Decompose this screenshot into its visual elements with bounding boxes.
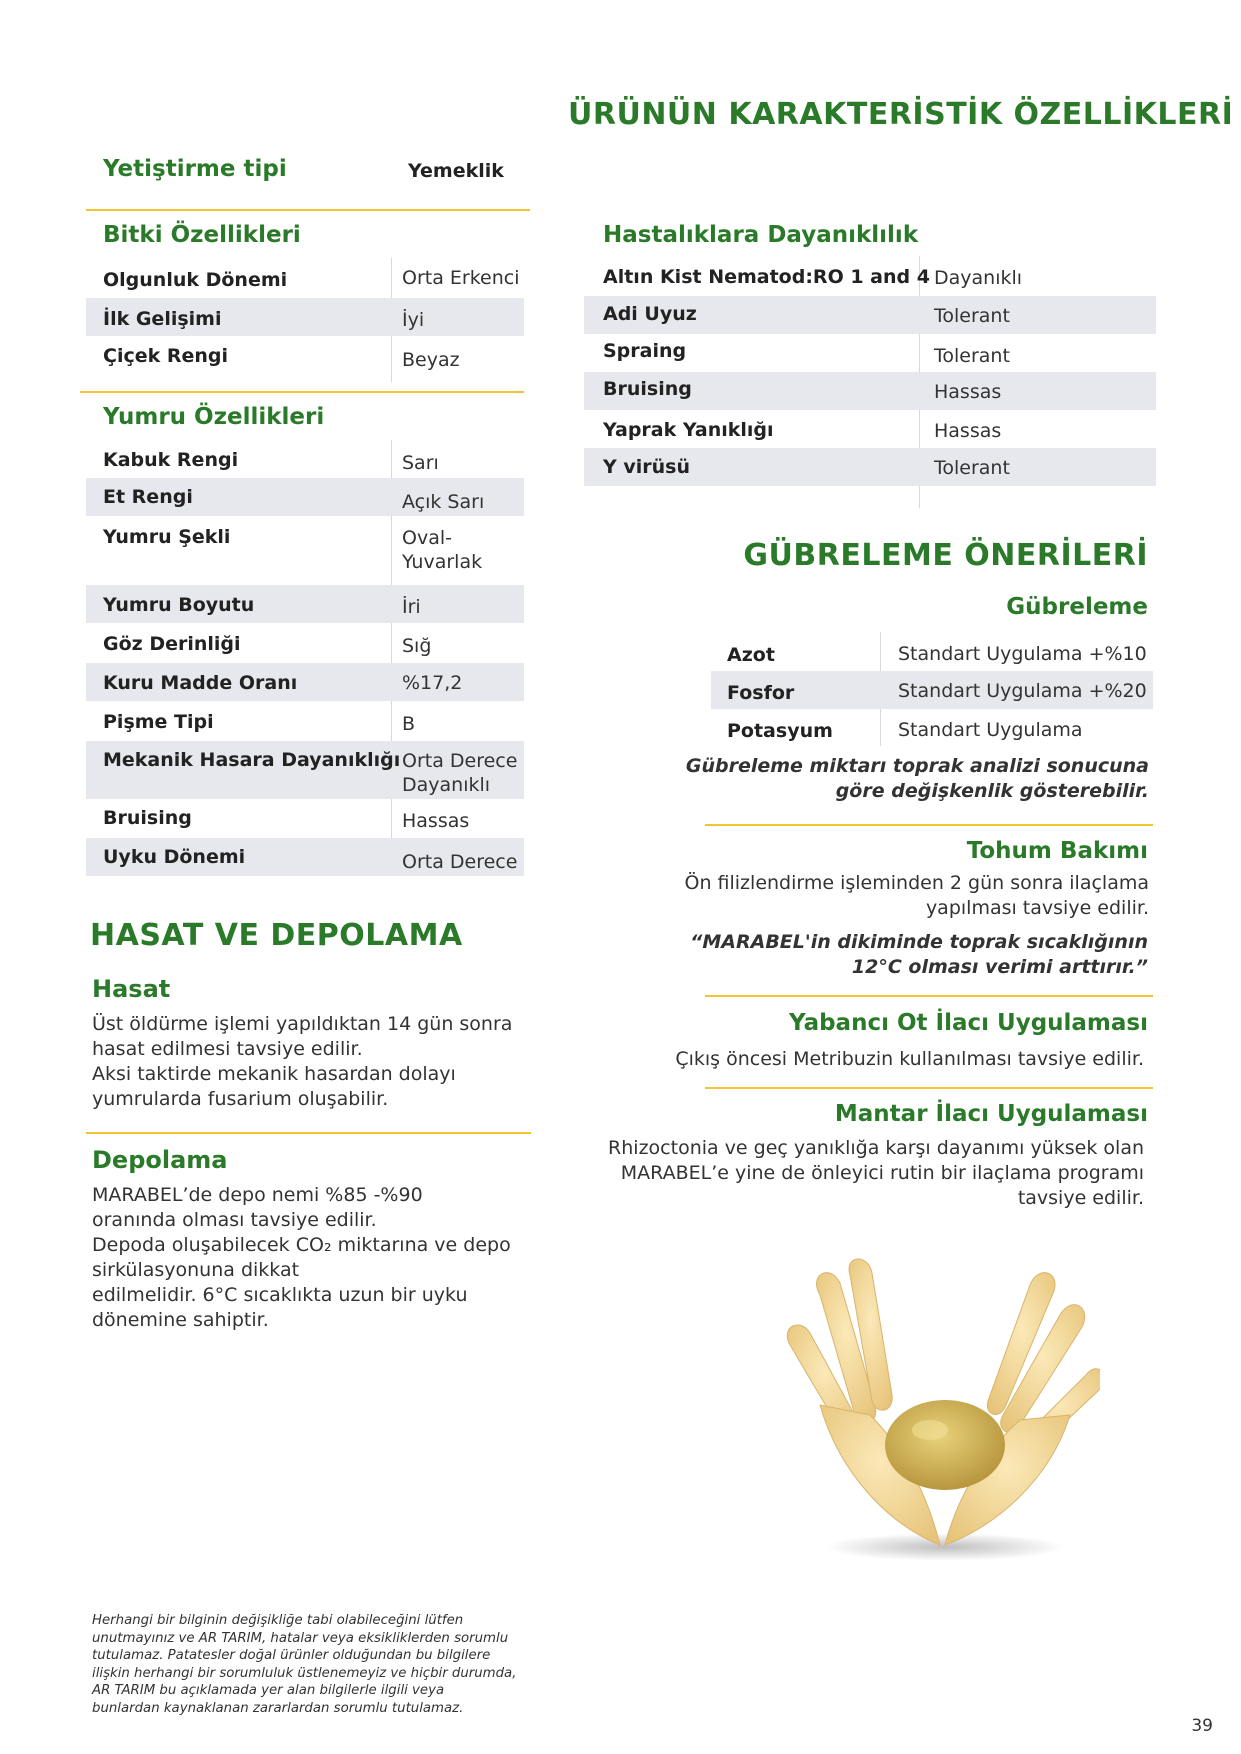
row-label: Bruising <box>603 378 692 400</box>
row-label: Spraing <box>603 340 687 362</box>
seed-care-text <box>589 871 1149 921</box>
row-label: Uyku Dönemi <box>103 846 246 868</box>
divider <box>705 995 1153 997</box>
disclaimer-line: unutmayınız ve AR TARIM, hatalar veya eksikliklerden sorumlu <box>92 1630 509 1646</box>
fertilization-subtitle: Gübreleme <box>1006 594 1148 620</box>
fungicide-text <box>584 1136 1144 1211</box>
row-label: Fosfor <box>727 682 795 704</box>
table-row <box>86 585 524 623</box>
weed-title: Yabancı Ot İlacı Uygulaması <box>789 1010 1148 1036</box>
row-value: Beyaz <box>402 349 460 371</box>
row-value: Hassas <box>402 810 470 832</box>
table-row <box>86 663 524 701</box>
row-label: Azot <box>727 644 775 666</box>
row-value: Tolerant <box>934 345 1010 367</box>
fertilization-note <box>629 754 1149 804</box>
row-value: Açık Sarı <box>402 491 485 513</box>
table-row <box>86 624 524 662</box>
text-line: Rhizoctonia ve geç yanıklığa karşı dayanımı yüksek olan <box>608 1137 1144 1159</box>
row-value: Hassas <box>934 381 1002 403</box>
text-line: “MARABEL'in dikiminde toprak sıcaklığının <box>690 931 1148 953</box>
row-value: Orta Erkenci <box>402 267 520 289</box>
row-label: Yumru Boyutu <box>103 594 255 616</box>
text-line: edilmelidir. 6°C sıcaklıkta uzun bir uyku <box>92 1284 468 1306</box>
table-row <box>711 634 1153 672</box>
row-value: İri <box>402 596 421 618</box>
divider <box>705 1087 1153 1089</box>
row-label: Kabuk Rengi <box>103 449 239 471</box>
table-row <box>86 336 524 374</box>
row-label: Mekanik Hasara Dayanıklığı <box>103 749 401 771</box>
table-row <box>584 372 1156 410</box>
text-line: tavsiye edilir. <box>1017 1187 1144 1209</box>
text-line: sirkülasyonuna dikkat <box>92 1259 300 1281</box>
cultivation-label: Yetiştirme tipi <box>103 156 287 182</box>
row-label: Olgunluk Dönemi <box>103 269 288 291</box>
row-value: %17,2 <box>402 672 463 694</box>
table-row <box>86 838 524 876</box>
seed-care-title: Tohum Bakımı <box>966 838 1148 864</box>
row-label: Altın Kist Nematod:RO 1 and 4 <box>603 266 930 288</box>
text-line: yumrularda fusarium oluşabilir. <box>92 1088 389 1110</box>
table-row <box>86 800 524 838</box>
disclaimer-line: bunlardan kaynaklanan zararlardan sorumlu tutulamaz. <box>92 1700 464 1716</box>
fungicide-title: Mantar İlacı Uygulaması <box>834 1101 1148 1127</box>
table-row <box>584 410 1156 448</box>
divider <box>86 1132 531 1134</box>
page-title: ÜRÜNÜN KARAKTERİSTİK ÖZELLİKLERİ <box>568 97 1234 132</box>
table-row <box>711 710 1153 748</box>
text-line: 12°C olması verimi arttırır.” <box>851 956 1148 978</box>
row-label: Çiçek Rengi <box>103 345 229 367</box>
text-line: Üst öldürme işlemi yapıldıktan 14 gün sonra <box>92 1013 513 1035</box>
row-value: Standart Uygulama +%10 <box>898 643 1147 665</box>
disclaimer-line: AR TARIM bu açıklamada yer alan bilgilerle ilgili veya <box>92 1683 445 1698</box>
row-value: B <box>402 713 416 735</box>
row-value: Hassas <box>934 420 1002 442</box>
disclaimer-line: ilişkin herhangi bir sorumluluk üstlenemeyiz ve hiçbir durumda, <box>92 1665 517 1681</box>
table-row <box>86 741 524 799</box>
plant-section-title: Bitki Özellikleri <box>103 222 301 248</box>
table-row <box>86 260 524 298</box>
note-line: Gübreleme miktarı toprak analizi sonucuna <box>685 755 1149 777</box>
text-line: oranında olması tavsiye edilir. <box>92 1209 377 1231</box>
text-line: dönemine sahiptir. <box>92 1309 269 1331</box>
table-row <box>86 516 524 578</box>
row-value: Standart Uygulama <box>898 719 1083 741</box>
row-value: Tolerant <box>934 457 1010 479</box>
row-label: İlk Gelişimi <box>103 308 222 330</box>
storage-title: Depolama <box>92 1146 228 1174</box>
row-value: Orta Derece <box>402 851 518 873</box>
table-row <box>86 478 524 516</box>
table-row <box>86 702 524 740</box>
row-label: Y virüsü <box>603 456 691 478</box>
disclaimer <box>92 1612 532 1717</box>
page-number: 39 <box>1191 1716 1213 1736</box>
row-value: Dayanıklı <box>934 267 1023 289</box>
harvest-text <box>92 1012 532 1112</box>
table-row <box>584 258 1156 296</box>
text-line: hasat edilmesi tavsiye edilir. <box>92 1038 363 1060</box>
row-label: Pişme Tipi <box>103 711 214 733</box>
disclaimer-line: tutulamaz. Patatesler doğal ürünler olduğundan bu bilgilere <box>92 1648 491 1663</box>
row-label: Göz Derinliği <box>103 633 241 655</box>
row-label: Yumru Şekli <box>103 526 231 548</box>
divider <box>80 391 524 393</box>
row-value: İyi <box>402 309 425 331</box>
text-line: yapılması tavsiye edilir. <box>925 897 1149 919</box>
weed-text: Çıkış öncesi Metribuzin kullanılması tavsiye edilir. <box>675 1048 1144 1070</box>
table-row <box>584 448 1156 486</box>
table-row <box>86 440 524 478</box>
seed-care-quote <box>628 930 1148 980</box>
text-line: Depoda oluşabilecek CO₂ miktarına ve depo <box>92 1234 511 1256</box>
row-label: Potasyum <box>727 720 833 742</box>
row-value: Sığ <box>402 635 432 657</box>
divider <box>86 209 530 211</box>
table-row <box>584 296 1156 334</box>
storage-text <box>92 1183 532 1333</box>
text-line: MARABEL’e yine de önleyici rutin bir ilaçlama programı <box>620 1162 1144 1184</box>
table-row <box>584 334 1156 372</box>
text-line: MARABEL’de depo nemi %85 -%90 <box>92 1184 423 1206</box>
row-label: Yaprak Yanıklığı <box>603 419 774 441</box>
row-value: Sarı <box>402 452 439 474</box>
harvest-storage-title: HASAT VE DEPOLAMA <box>90 918 463 953</box>
row-value: Oval- Yuvarlak <box>402 527 483 573</box>
table-row <box>711 671 1153 709</box>
row-value: Orta Derece Dayanıklı <box>402 750 518 796</box>
row-value: Tolerant <box>934 305 1010 327</box>
table-row <box>86 298 524 336</box>
row-label: Adi Uyuz <box>603 303 697 325</box>
disease-section-title: Hastalıklara Dayanıklılık <box>603 222 919 248</box>
text-line: Ön filizlendirme işleminden 2 gün sonra ilaçlama <box>684 872 1149 894</box>
hands-holding-potato-image <box>780 1255 1100 1565</box>
cultivation-value: Yemeklik <box>408 160 504 182</box>
text-line: Aksi taktirde mekanik hasardan dolayı <box>92 1063 456 1085</box>
harvest-title: Hasat <box>92 975 171 1003</box>
note-line: göre değişkenlik gösterebilir. <box>835 780 1149 802</box>
fertilization-title: GÜBRELEME ÖNERİLERİ <box>743 538 1148 573</box>
row-label: Et Rengi <box>103 486 193 508</box>
divider <box>705 824 1153 826</box>
row-value: Standart Uygulama +%20 <box>898 680 1147 702</box>
row-label: Bruising <box>103 807 192 829</box>
tuber-section-title: Yumru Özellikleri <box>103 404 325 430</box>
disclaimer-line: Herhangi bir bilginin değişikliğe tabi olabileceğini lütfen <box>92 1613 464 1628</box>
row-label: Kuru Madde Oranı <box>103 672 298 694</box>
